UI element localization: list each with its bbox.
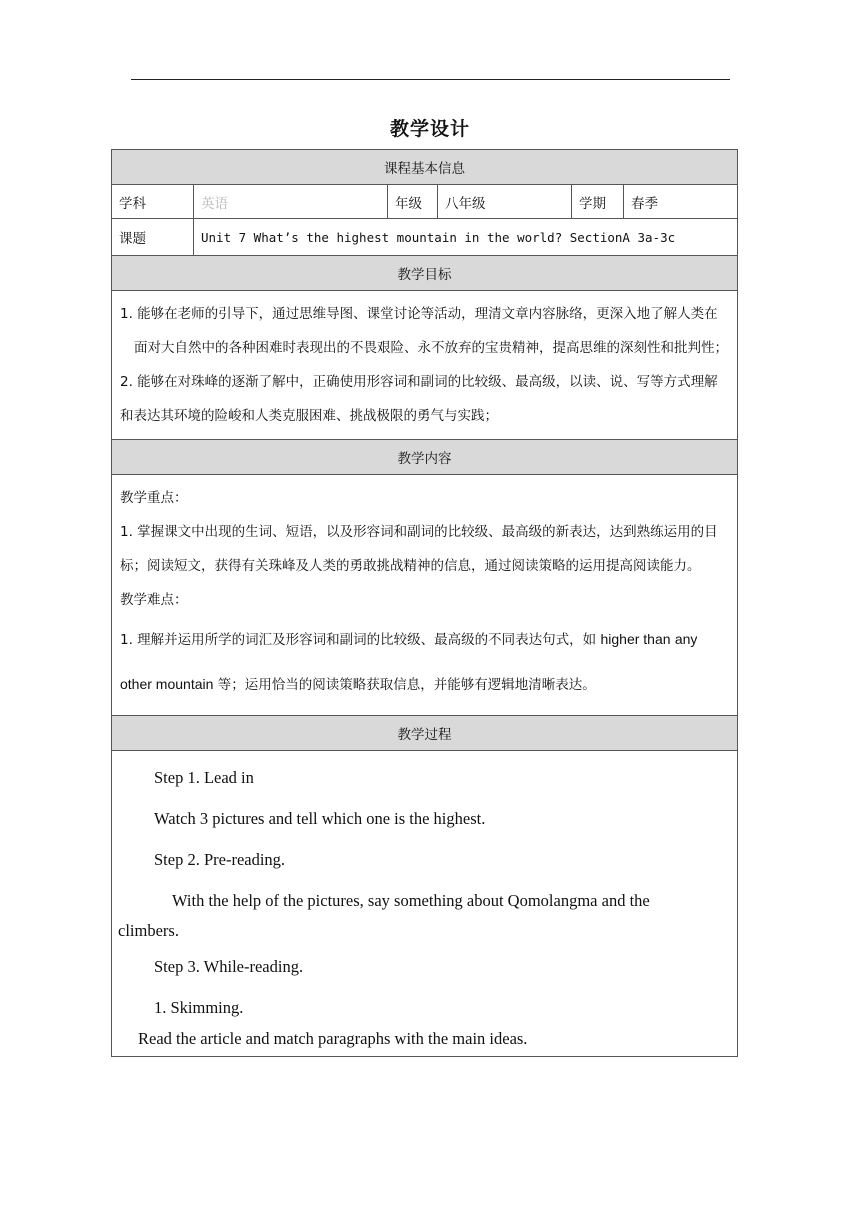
document-title: 教学设计 (389, 118, 470, 140)
difficulties-text (120, 617, 729, 707)
lesson-plan-table (111, 149, 738, 1057)
section-header-objectives: 教学目标 (112, 256, 738, 291)
objective-item-2: 2. 能够在对珠峰的逐渐了解中，正确使用形容词和副词的比较级、最高级，以读、说、写等方式理解和表达其环境的险峻和人类克服困难、挑战极限的勇气与实践； (120, 374, 718, 424)
key-points-label: 教学重点： (120, 490, 188, 506)
process-cell (112, 751, 738, 1057)
section-header-content: 教学内容 (112, 440, 738, 475)
section-header-basic-info: 课程基本信息 (112, 150, 738, 185)
topic-label: 课题 (112, 219, 194, 256)
step-3-text: Read the article and match paragraphs with the main ideas. (138, 1029, 528, 1048)
header-rule (131, 79, 730, 80)
step-2-title: Step 2. Pre-reading. (154, 850, 286, 869)
objectives-cell (112, 291, 738, 440)
difficulties-prefix: 1. 理解并运用所学的词汇及形容词和副词的比较级、最高级的不同表达句式，如 (120, 632, 601, 648)
step-2-text-line-2: climbers. (118, 921, 179, 940)
step-2-text-line-1: With the help of the pictures, say something about Qomolangma and the (172, 891, 650, 910)
key-points-text: 1. 掌握课文中出现的生词、短语，以及形容词和副词的比较级、最高级的新表达，达到熟练运用的目标；阅读短文，获得有关珠峰及人类的勇敢挑战精神的信息，通过阅读策略的运用提高阅读能力。 (120, 524, 718, 574)
grade-label: 年级 (388, 185, 438, 219)
topic-value: Unit 7 What’s the highest mountain in the world? SectionA 3a-3c (194, 219, 738, 256)
grade-value: 八年级 (438, 185, 572, 219)
difficulties-english-1: higher than (600, 631, 671, 647)
difficulties-suffix: 等；运用恰当的阅读策略获取信息，并能够有逻辑地清晰表达。 (213, 677, 596, 693)
subject-label: 学科 (112, 185, 194, 219)
difficulties-english-2: any other mountain (120, 631, 698, 692)
term-value: 春季 (624, 185, 738, 219)
step-3-subtitle: 1. Skimming. (154, 998, 244, 1017)
step-3-title: Step 3. While-reading. (154, 957, 304, 976)
step-1-text: Watch 3 pictures and tell which one is the highest. (154, 809, 486, 828)
content-cell (112, 475, 738, 716)
difficulties-label: 教学难点： (120, 592, 188, 608)
section-header-process: 教学过程 (112, 716, 738, 751)
subject-value: 英语 (194, 185, 388, 219)
step-1-title: Step 1. Lead in (154, 768, 254, 787)
objective-item-1: 1. 能够在老师的引导下，通过思维导图、课堂讨论等活动，理清文章内容脉络，更深入地了解人类在面对大自然中的各种困难时表现出的不畏艰险、永不放弃的宝贵精神，提高思维的深刻性和批判性； (120, 306, 728, 356)
term-label: 学期 (572, 185, 624, 219)
